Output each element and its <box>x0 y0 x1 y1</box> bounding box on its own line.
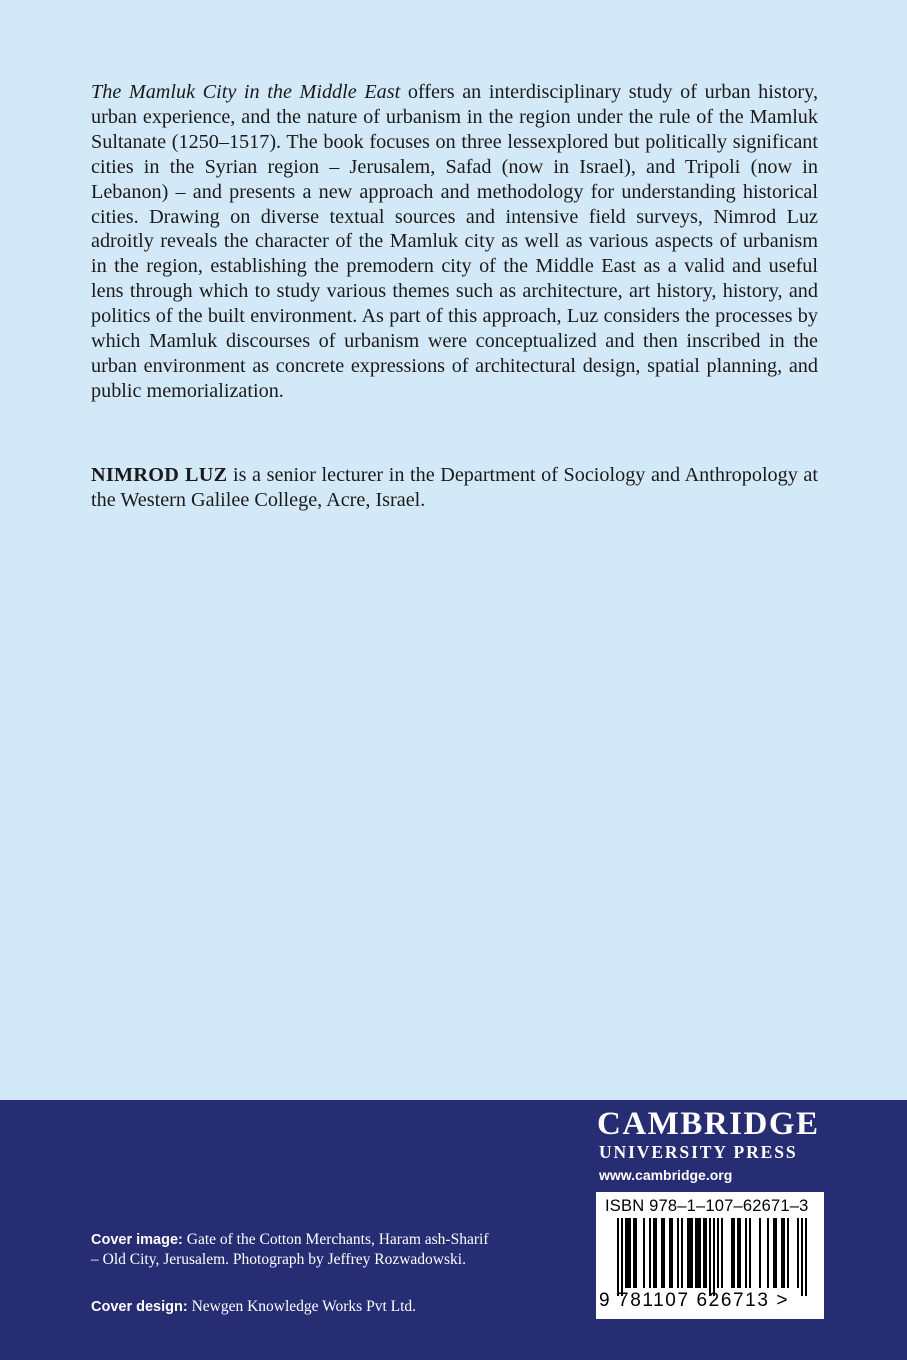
barcode-digits: 9 781107 626713 > <box>599 1290 790 1311</box>
barcode-bar <box>733 1218 735 1288</box>
barcode-bar <box>767 1218 769 1288</box>
barcode-bar <box>721 1218 723 1288</box>
barcode-bar <box>717 1218 719 1288</box>
barcode-bar <box>663 1218 665 1288</box>
publisher-url: www.cambridge.org <box>599 1167 733 1183</box>
barcode-bar <box>653 1218 655 1288</box>
barcode-bar <box>801 1218 803 1296</box>
barcode-bar <box>643 1218 645 1288</box>
barcode-bar <box>691 1218 693 1288</box>
book-description-text: offers an interdisciplinary study of urban history, urban experience, and the nature of urbanism in the region under the rule of the Mamluk Sultanate (1250–1517). The book focuses on three lessexplored but politically significant cities in the Syrian region – Jerusalem, Safad (now in Israel), and Tripoli (now in Lebanon) – and presents a new approach and methodology for understanding historical cities. Drawing on diverse textual sources and intensive field surveys, Nimrod Luz adroitly reveals the character of the Mamluk city as well as various aspects of urbanism in the region, establishing the premodern city of the Middle East as a valid and useful lens through which to study various themes such as architecture, art history, history, and politics of the built environment. As part of this approach, Luz considers the processes by which Mamluk discourses of urbanism were conceptualized and then inscribed in the urban environment as concrete expressions of architectural design, spatial planning, and public memorialization. <box>91 81 818 402</box>
barcode-bar <box>687 1218 689 1288</box>
publisher-logo <box>597 1106 827 1185</box>
barcode-bar <box>617 1218 619 1296</box>
barcode-bar <box>621 1218 623 1296</box>
barcode-bar <box>773 1218 775 1288</box>
barcode-bar <box>709 1218 711 1296</box>
barcode-bar <box>775 1218 777 1288</box>
barcode-bar <box>697 1218 699 1288</box>
barcode-bar <box>649 1218 651 1288</box>
barcode-bar <box>713 1218 715 1296</box>
barcode-bar <box>635 1218 637 1288</box>
barcode-bar <box>669 1218 671 1288</box>
barcode-bar <box>677 1218 679 1288</box>
barcode-bar <box>781 1218 783 1288</box>
cover-image-label: Cover image: <box>91 1232 183 1248</box>
barcode-bar <box>629 1218 631 1288</box>
cover-design-credit <box>91 1297 491 1317</box>
barcode-bar <box>759 1218 761 1288</box>
barcode-bar <box>703 1218 705 1288</box>
cover-image-credit <box>91 1230 491 1270</box>
barcode-bar <box>749 1218 751 1288</box>
isbn-barcode-box <box>596 1192 824 1319</box>
barcode-bar <box>671 1218 673 1288</box>
barcode-bar <box>731 1218 733 1288</box>
publisher-subname: UNIVERSITY PRESS <box>599 1142 798 1162</box>
barcode-bar <box>797 1218 799 1288</box>
cover-design-text: Newgen Knowledge Works Pvt Ltd. <box>187 1298 417 1315</box>
barcode-bar <box>627 1218 629 1288</box>
barcode-bar <box>739 1218 741 1288</box>
barcode-bar <box>699 1218 701 1288</box>
barcode-bar <box>737 1218 739 1288</box>
barcode-bar <box>681 1218 683 1288</box>
barcode-bar <box>783 1218 785 1288</box>
barcode-bar <box>661 1218 663 1288</box>
book-description <box>91 80 818 404</box>
barcode-bar <box>625 1218 627 1288</box>
isbn-label: ISBN 978–1–107–62671–3 <box>605 1197 809 1215</box>
author-bio-text: is a senior lecturer in the Department of Sociology and Anthropology at the Western Galilee College, Acre, Israel. <box>91 464 818 511</box>
barcode-bar <box>805 1218 807 1296</box>
cover-image-text: Gate of the Cotton Merchants, Haram ash-Sharif – Old City, Jerusalem. Photograph by Jeffrey Rozwadowski. <box>91 1231 489 1268</box>
cover-design-label: Cover design: <box>91 1299 188 1315</box>
barcode-bar <box>695 1218 697 1288</box>
barcode-bar <box>705 1218 707 1288</box>
barcode-bar <box>689 1218 691 1288</box>
barcode-bar <box>787 1218 789 1288</box>
author-bio <box>91 463 818 513</box>
author-name: NIMROD LUZ <box>91 464 228 486</box>
barcode-bar <box>655 1218 657 1288</box>
barcode-bar <box>745 1218 747 1288</box>
publisher-name: CAMBRIDGE <box>597 1106 820 1142</box>
book-title-italic: The Mamluk City in the Middle East <box>91 81 401 103</box>
barcode-bar <box>633 1218 635 1288</box>
